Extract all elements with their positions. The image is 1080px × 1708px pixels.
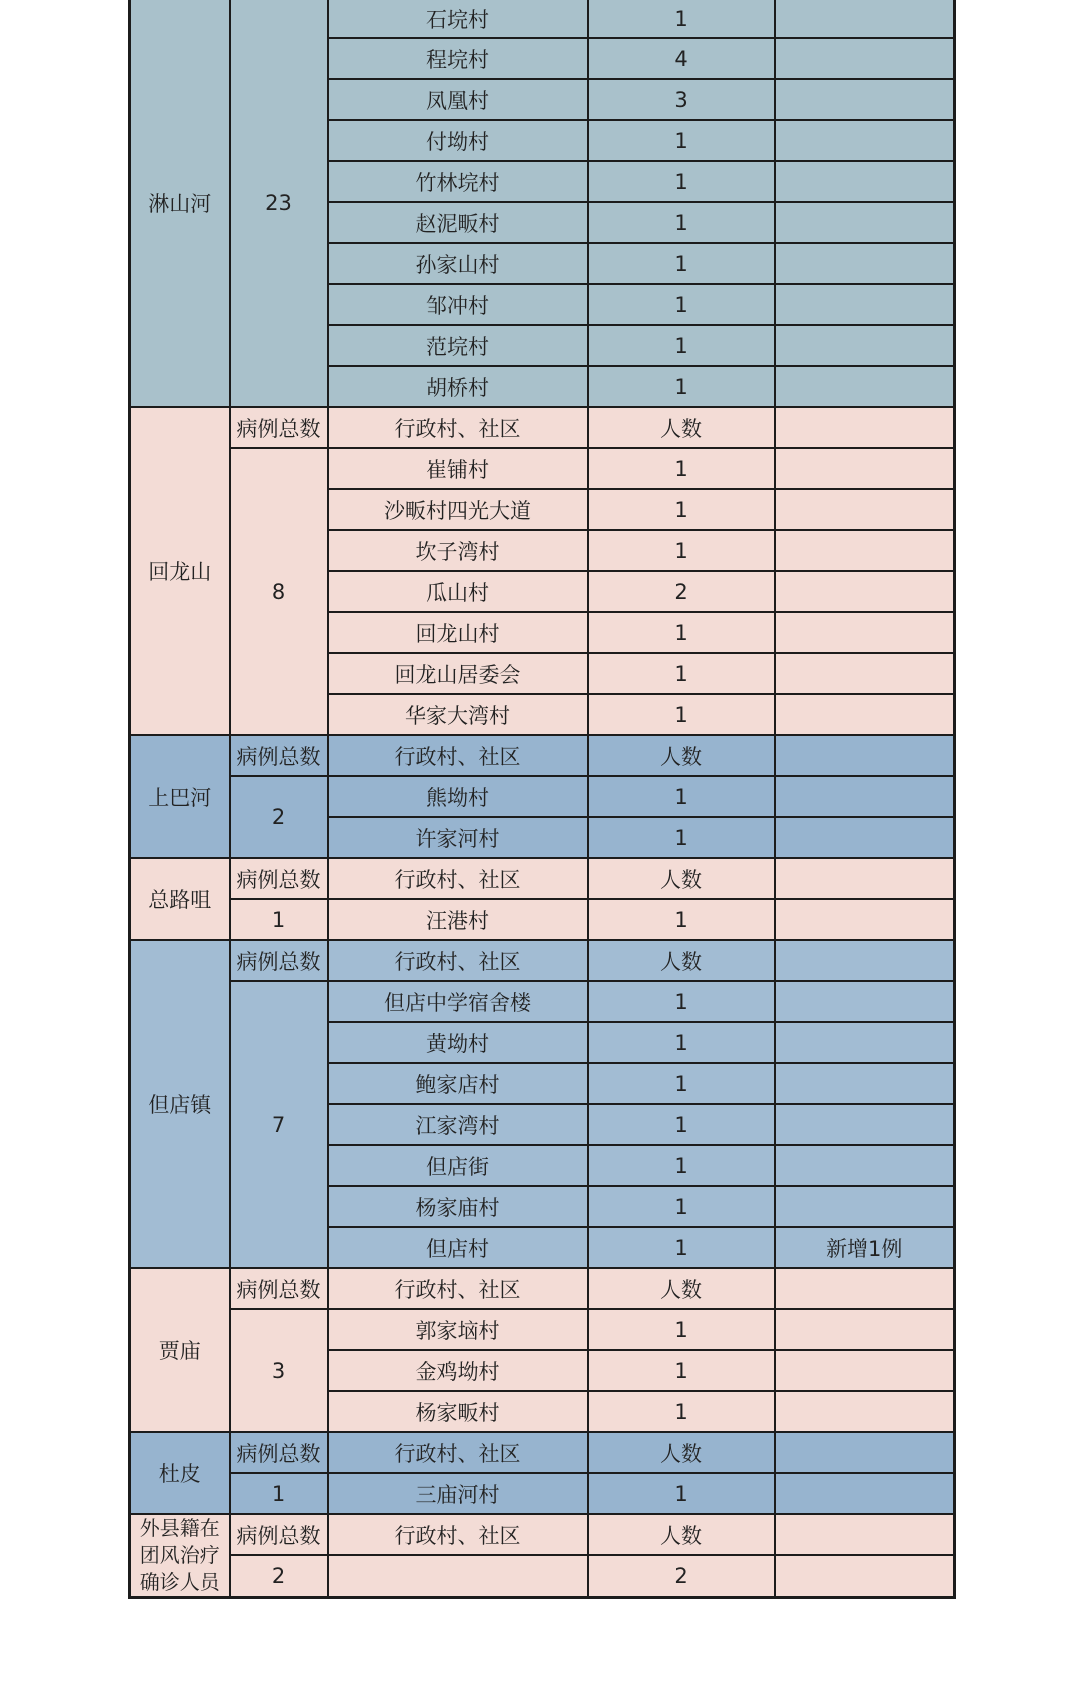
table-row [130,776,955,817]
note [775,1186,955,1227]
case-count: 1 [588,1022,775,1063]
note [775,448,955,489]
note: 新增1例 [775,1227,955,1268]
group-header-row [130,407,955,448]
note [775,325,955,366]
case-count: 1 [588,1186,775,1227]
header-count: 人数 [588,1268,775,1309]
header-count: 人数 [588,940,775,981]
case-count: 1 [588,653,775,694]
case-count: 1 [588,1145,775,1186]
case-count: 1 [588,284,775,325]
note [775,653,955,694]
village-name: 郭家垴村 [328,1309,588,1350]
village-name: 沙畈村四光大道 [328,489,588,530]
table-row [130,981,955,1022]
note [775,202,955,243]
village-name: 范垸村 [328,325,588,366]
village-name [328,1555,588,1597]
note [775,1473,955,1514]
town-name: 但店镇 [130,940,230,1268]
table-row [130,899,955,940]
note [775,1309,955,1350]
village-name: 许家河村 [328,817,588,858]
note [775,530,955,571]
village-name: 华家大湾村 [328,694,588,735]
table-row [130,1473,955,1514]
note [775,1022,955,1063]
header-count: 人数 [588,1514,775,1555]
group-header-row [130,1268,955,1309]
case-total: 3 [230,1309,328,1432]
header-note [775,1432,955,1473]
village-name: 胡桥村 [328,366,588,407]
village-name: 鲍家店村 [328,1063,588,1104]
group-header-row [130,1514,955,1555]
table-row [130,448,955,489]
village-name: 回龙山村 [328,612,588,653]
note [775,899,955,940]
header-count: 人数 [588,407,775,448]
header-village: 行政村、社区 [328,1268,588,1309]
note [775,489,955,530]
header-village: 行政村、社区 [328,940,588,981]
case-count: 1 [588,0,775,38]
case-count: 1 [588,694,775,735]
case-count: 1 [588,1473,775,1514]
header-village: 行政村、社区 [328,1432,588,1473]
case-count: 1 [588,161,775,202]
case-count: 1 [588,202,775,243]
header-count: 人数 [588,735,775,776]
case-total: 2 [230,1555,328,1597]
case-count: 1 [588,1391,775,1432]
header-note [775,940,955,981]
case-count: 1 [588,120,775,161]
village-name: 崔铺村 [328,448,588,489]
note [775,1063,955,1104]
case-total: 1 [230,1473,328,1514]
header-count: 人数 [588,1432,775,1473]
village-name: 杨家庙村 [328,1186,588,1227]
village-name: 赵泥畈村 [328,202,588,243]
group-header-row [130,735,955,776]
header-note [775,407,955,448]
case-count: 1 [588,1063,775,1104]
header-total: 病例总数 [230,735,328,776]
header-note [775,735,955,776]
town-name: 回龙山 [130,407,230,735]
note [775,981,955,1022]
case-count: 1 [588,1227,775,1268]
header-village: 行政村、社区 [328,407,588,448]
village-name: 黄坳村 [328,1022,588,1063]
note [775,571,955,612]
town-name: 外县籍在团风治疗确诊人员 [130,1514,230,1598]
header-total: 病例总数 [230,1268,328,1309]
header-note [775,858,955,899]
town-name: 上巴河 [130,735,230,858]
table-row [130,0,955,38]
case-table-sheet [128,0,953,1668]
case-count: 1 [588,612,775,653]
village-name: 瓜山村 [328,571,588,612]
town-name: 淋山河 [130,0,230,407]
village-name: 程垸村 [328,38,588,79]
group-header-row [130,858,955,899]
village-name: 凤凰村 [328,79,588,120]
village-name: 但店村 [328,1227,588,1268]
header-village: 行政村、社区 [328,858,588,899]
header-total: 病例总数 [230,858,328,899]
note [775,79,955,120]
village-name: 金鸡坳村 [328,1350,588,1391]
case-count: 4 [588,38,775,79]
case-count: 1 [588,1350,775,1391]
case-total: 1 [230,899,328,940]
header-count: 人数 [588,858,775,899]
case-total: 2 [230,776,328,858]
case-total: 7 [230,981,328,1268]
village-name: 付坳村 [328,120,588,161]
note [775,161,955,202]
case-count: 3 [588,79,775,120]
case-count: 1 [588,899,775,940]
header-note [775,1514,955,1555]
note [775,284,955,325]
village-name: 回龙山居委会 [328,653,588,694]
town-name: 贾庙 [130,1268,230,1432]
village-name: 江家湾村 [328,1104,588,1145]
note [775,1391,955,1432]
table-row [130,1555,955,1597]
table-row [130,1309,955,1350]
note [775,776,955,817]
note [775,1104,955,1145]
case-count: 1 [588,448,775,489]
note [775,0,955,38]
village-name: 石垸村 [328,0,588,38]
note [775,38,955,79]
note [775,243,955,284]
case-count: 1 [588,776,775,817]
header-total: 病例总数 [230,1514,328,1555]
village-name: 但店中学宿舍楼 [328,981,588,1022]
village-name: 汪港村 [328,899,588,940]
note [775,694,955,735]
village-name: 邹冲村 [328,284,588,325]
village-name: 坎子湾村 [328,530,588,571]
case-total: 8 [230,448,328,735]
case-count: 1 [588,1104,775,1145]
note [775,120,955,161]
case-table [128,0,956,1599]
header-total: 病例总数 [230,407,328,448]
header-total: 病例总数 [230,940,328,981]
case-count: 1 [588,366,775,407]
group-header-row [130,940,955,981]
case-count: 1 [588,489,775,530]
case-count: 1 [588,981,775,1022]
case-count: 2 [588,1555,775,1597]
village-name: 熊坳村 [328,776,588,817]
case-count: 1 [588,325,775,366]
case-count: 1 [588,817,775,858]
note [775,1145,955,1186]
case-count: 1 [588,243,775,284]
case-count: 2 [588,571,775,612]
town-name: 总路咀 [130,858,230,940]
note [775,612,955,653]
village-name: 杨家畈村 [328,1391,588,1432]
case-total: 23 [230,0,328,407]
header-village: 行政村、社区 [328,1514,588,1555]
note [775,1350,955,1391]
header-total: 病例总数 [230,1432,328,1473]
case-count: 1 [588,1309,775,1350]
case-count: 1 [588,530,775,571]
village-name: 竹林垸村 [328,161,588,202]
village-name: 三庙河村 [328,1473,588,1514]
village-name: 孙家山村 [328,243,588,284]
town-name: 杜皮 [130,1432,230,1514]
header-note [775,1268,955,1309]
group-header-row [130,1432,955,1473]
header-village: 行政村、社区 [328,735,588,776]
village-name: 但店街 [328,1145,588,1186]
note [775,817,955,858]
note [775,366,955,407]
note [775,1555,955,1597]
